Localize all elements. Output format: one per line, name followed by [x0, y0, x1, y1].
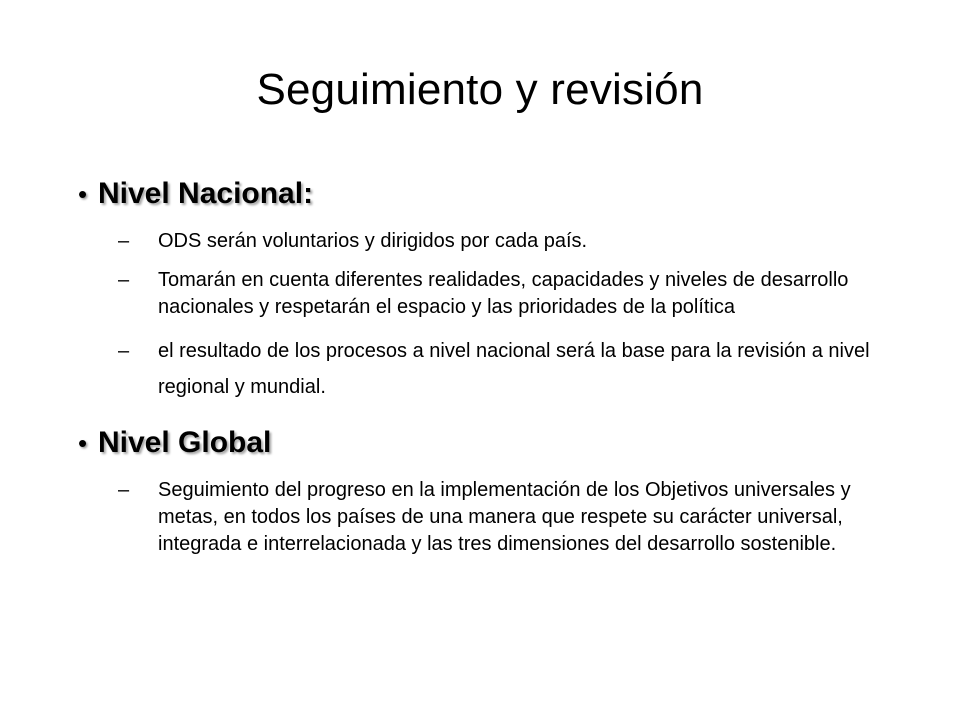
list-item [98, 333, 908, 405]
bullet-icon: • [78, 428, 88, 458]
dash-icon: – [118, 269, 130, 291]
section-heading: Nivel Nacional: [98, 177, 314, 210]
section-nivel-nacional [78, 168, 908, 405]
section-heading: Nivel Global [98, 426, 272, 459]
section-nivel-global [78, 417, 908, 558]
list-item-text: Tomarán en cuenta diferentes realidades, capacidades y niveles de desarrollo nacionales y respetarán el espacio y las prioridades de la política [158, 269, 849, 318]
list-item-text: Seguimiento del progreso en la implementación de los Objetivos universales y metas, en todos los países de una manera que respete su carácter universal, integrada e interrelacionada y las tres dimensiones del desarrollo sostenible. [158, 479, 851, 555]
list-item [98, 228, 908, 255]
list-item-text: el resultado de los procesos a nivel nacional será la base para la revisión a nivel regional y mundial. [158, 340, 870, 398]
list-item [98, 477, 908, 558]
slide-content [78, 168, 908, 570]
sub-list [98, 477, 908, 558]
list-item-text: ODS serán voluntarios y dirigidos por cada país. [158, 230, 588, 252]
slide-title: Seguimiento y revisión [256, 65, 704, 114]
dash-icon: – [118, 479, 130, 501]
dash-icon: – [118, 230, 130, 252]
dash-icon: – [118, 340, 130, 362]
bullet-icon: • [78, 179, 88, 209]
list-item [98, 267, 908, 321]
sub-list [98, 228, 908, 405]
